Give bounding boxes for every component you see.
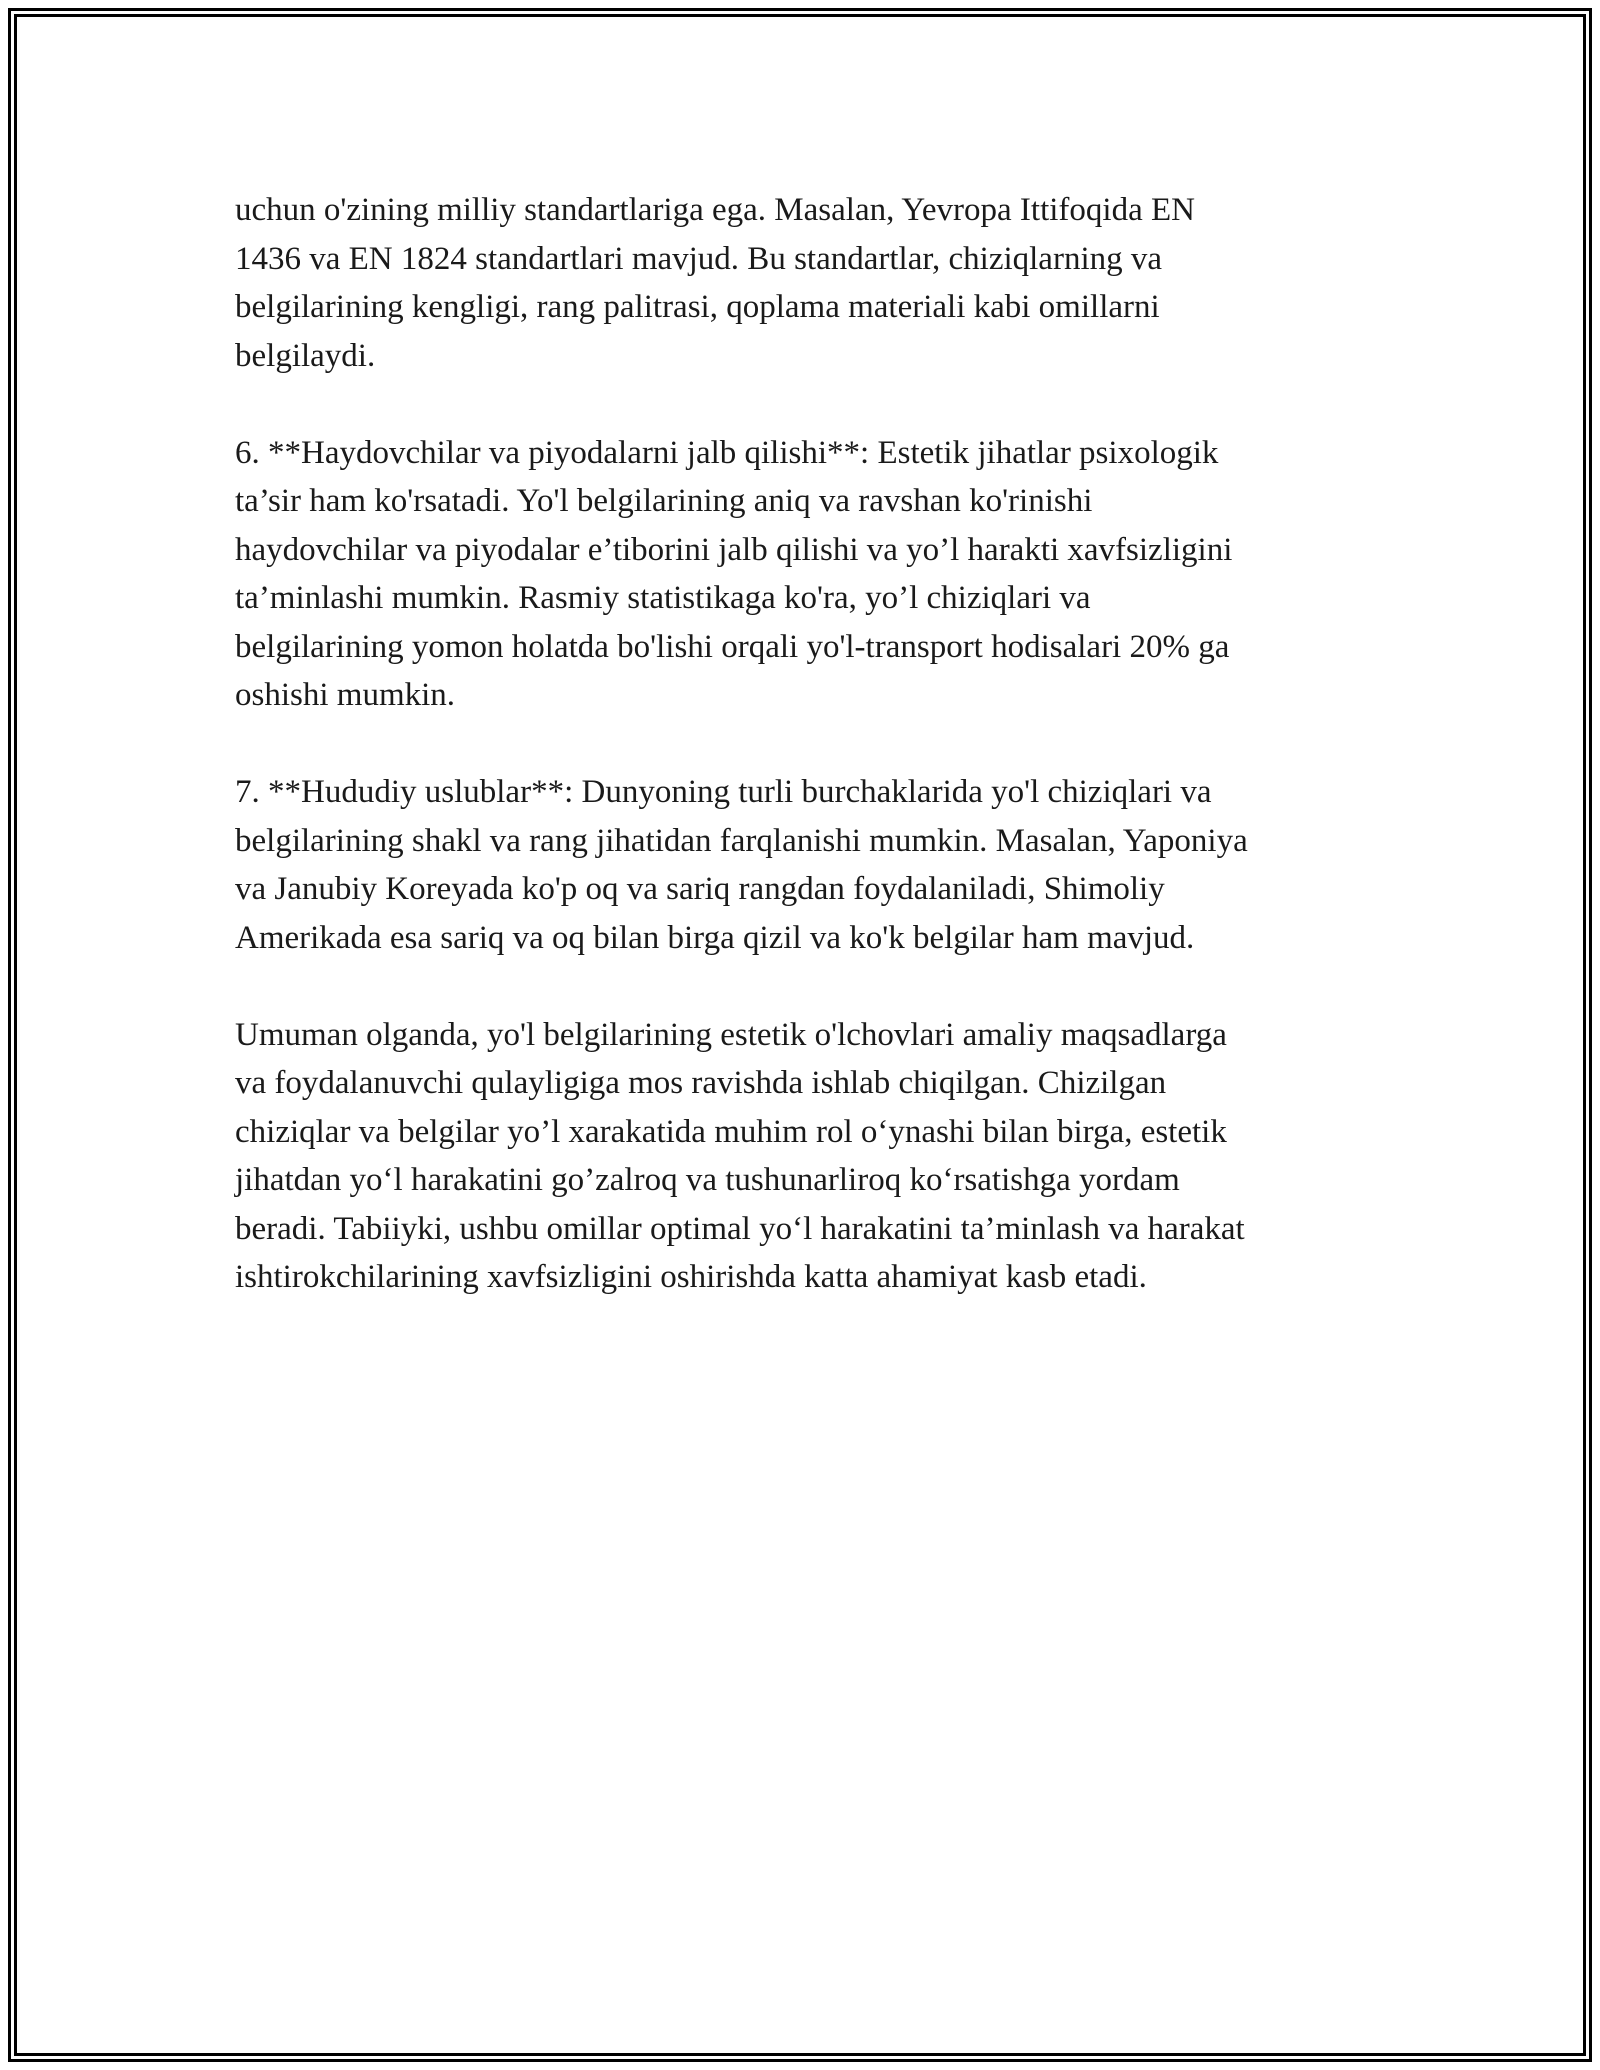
paragraph-conclusion: Umuman olganda, yo'l belgilarining estetik o'lchovlari amaliy maqsadlarga va foydalanuvchi qulayligiga mos ravishda ishlab chiqilgan. Chizilgan chiziqlar va belgilar yo’l xarakatida muhim rol o‘ynashi bilan birga, estetik jihatdan yo‘l harakatini go’zalroq va tushunarliroq ko‘rsatishga yordam beradi. Tabiiyki, ushbu omillar optimal yo‘l harakatini ta’minlash va harakat ishtirokchilarining xavfsizligini oshirishda katta ahamiyat kasb etadi. xyxy=(235,1016,1245,1295)
document-body xyxy=(235,186,1370,1350)
paragraph-standards-continuation: uchun o'zining milliy standartlariga ega. Masalan, Yevropa Ittifoqida EN 1436 va EN 1824 standartlari mavjud. Bu standartlar, chiziqlarning va belgilarining kengligi, rang palitrasi, qoplama materiali kabi omillarni belgilaydi. xyxy=(235,192,1195,374)
paragraph-regional-styles: 7. **Hududiy uslublar**: Dunyoning turli burchaklarida yo'l chiziqlari va belgilarining shakl va rang jihatidan farqlanishi mumkin. Masalan, Yaponiya va Janubiy Koreyada ko'p oq va sariq rangdan foydalaniladi, Shimoliy Amerikada esa sariq va oq bilan birga qizil va ko'k belgilar ham mavjud. xyxy=(235,774,1248,956)
paragraph-attracting-drivers-pedestrians: 6. **Haydovchilar va piyodalarni jalb qilishi**: Estetik jihatlar psixologik ta’sir ham ko'rsatadi. Yo'l belgilarining aniq va ravshan ko'rinishi haydovchilar va piyodalar e’tiborini jalb qilishi va yo’l harakti xavfsizligini ta’minlashi mumkin. Rasmiy statistikaga ko'ra, yo’l chiziqlari va belgilarining yomon holatda bo'lishi orqali yo'l-transport hodisalari 20% ga oshishi mumkin. xyxy=(235,434,1233,713)
